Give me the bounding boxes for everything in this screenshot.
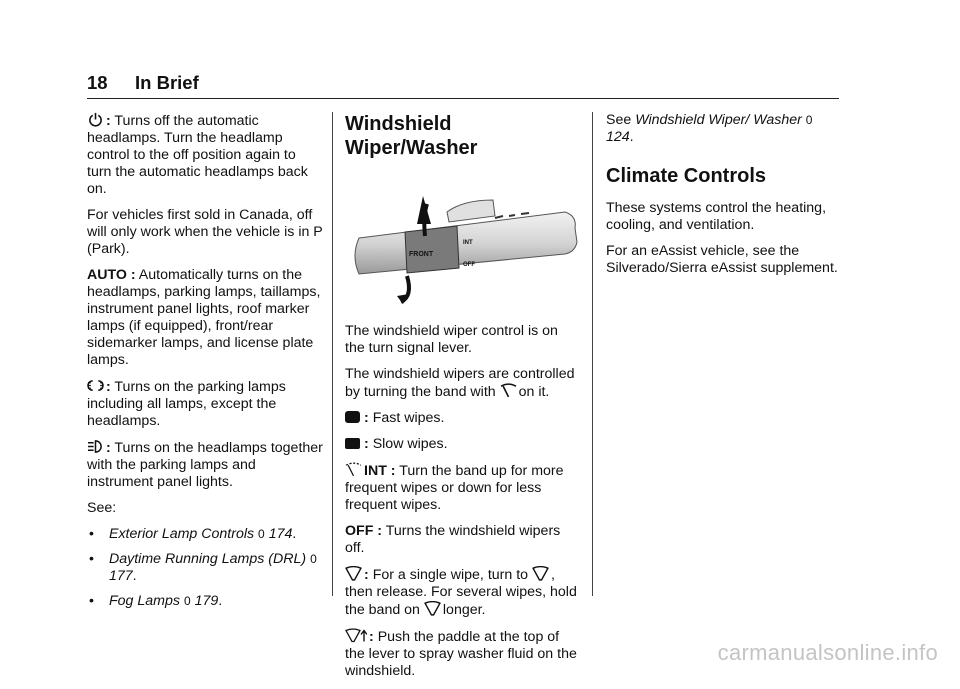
page-arrow-icon: 0 [310,552,317,566]
page-arrow-icon: 0 [258,527,265,541]
front-label: FRONT [409,251,434,258]
wiper-lever-illustration [345,186,581,304]
reference-link[interactable]: Daytime Running Lamps (DRL) [109,551,307,567]
column-lighting [87,112,323,618]
reference-link[interactable]: Exterior Lamp Controls [109,526,255,542]
mist-wiper-icon [345,566,362,581]
single-wipe-entry: : For a single wipe, turn to , then release. For several wipes, hold the band on longer. [345,567,577,618]
wiper-band-text: The windshield wipers are controlled by turning the band with on it. [345,366,575,400]
page-title: In Brief [135,72,199,93]
see-label: See: [87,500,117,516]
slow-wipe-icon [345,438,360,449]
int-entry: INT : Turn the band up for more frequent wipes or down for less frequent wipes. [345,463,564,513]
climate-intro: These systems control the heating, cooling, and ventilation. [606,200,827,233]
fast-wipes-entry: : Fast wipes. [345,410,581,427]
off-entry: : Turns off the automatic headlamps. Turn the headlamp control to the off position again to turn the automatic headlamps back on. [87,113,308,197]
parking-lamps-entry: : Turns on the parking lamps including all lamps, except the headlamps. [87,379,286,429]
list-item: • Daytime Running Lamps (DRL) 0 177. [89,551,317,584]
page-arrow-icon: 0 [805,113,813,127]
mist-wiper-icon [424,601,441,616]
page-arrow-icon: 0 [183,594,191,608]
column-wiper [345,112,581,689]
page-number: 18 [87,72,108,93]
washer-entry: : Push the paddle at the top of the lever to spray washer fluid on the windshield. [345,629,577,679]
reference-link[interactable]: Fog Lamps [109,593,180,609]
eassist-note: For an eAssist vehicle, see the Silverado/Sierra eAssist supplement. [606,243,838,276]
section-heading: Windshield Wiper/Washer [345,113,478,159]
page-header [87,72,839,99]
canada-note: For vehicles first sold in Canada, off will only work when the vehicle is in P (Park). [87,207,323,257]
column-climate [606,112,838,286]
section-heading: Climate Controls [606,165,767,187]
reference-link[interactable]: Windshield Wiper/ Washer [635,112,802,128]
watermark: carmanualsonline.info [717,640,938,665]
parking-lamp-icon [87,378,104,393]
list-item: • Exterior Lamp Controls 0 174. [89,526,297,542]
headlamp-icon [87,439,104,454]
auto-entry: AUTO : Automatically turns on the headlamps, parking lamps, taillamps, instrument panel lights, roof marker lamps (if equipped), front/rear sidemarker lamps, and license plate lamps. [87,267,321,368]
list-item: • Fog Lamps 0 179. [89,593,223,609]
column-divider [592,112,593,596]
fast-wipe-icon [345,411,360,423]
headlamps-entry: : Turns on the headlamps together with the parking lamps and instrument panel lights. [87,440,323,490]
mist-wiper-icon [532,566,549,581]
off-entry: OFF : Turns the windshield wipers off. [345,523,561,556]
intermittent-wiper-icon [345,462,362,477]
wiper-intro: The windshield wiper control is on the turn signal lever. [345,323,558,356]
wiper-icon [500,383,517,398]
column-divider [332,112,333,596]
slow-wipes-entry: : Slow wipes. [345,436,581,453]
int-label: INT [463,240,473,246]
off-label: OFF [463,262,475,268]
power-off-icon [87,112,104,127]
see-reference: See Windshield Wiper/ Washer 0 124. [606,112,813,145]
